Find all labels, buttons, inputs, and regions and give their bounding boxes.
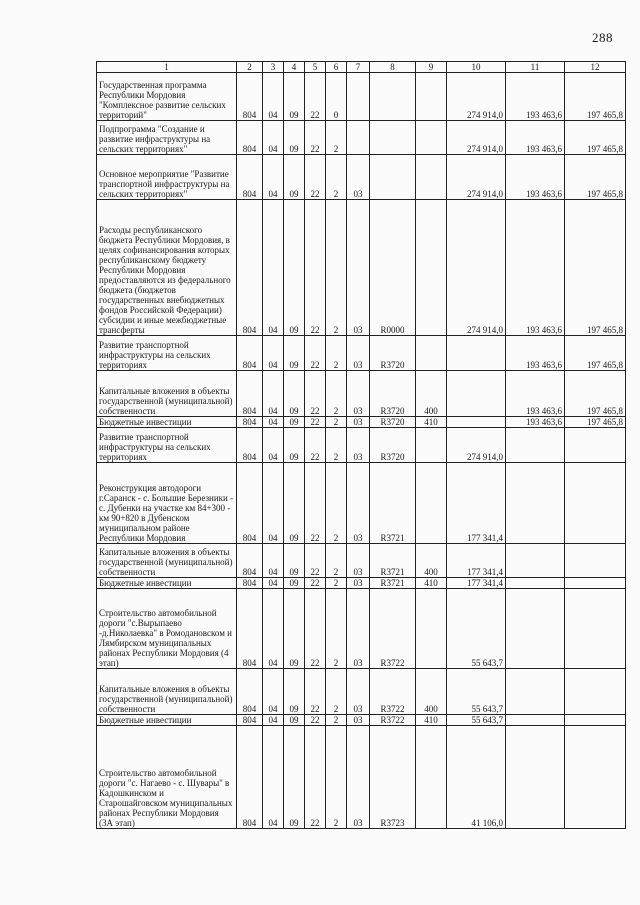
table-row bbox=[97, 200, 626, 336]
subprogram-code-cell: 2 bbox=[326, 544, 347, 578]
amount-year-3-cell: 197 465,8 bbox=[565, 73, 626, 121]
subprogram-code-cell: 2 bbox=[326, 589, 347, 669]
subprogram-code-cell: 2 bbox=[326, 371, 347, 417]
target-item-code-cell bbox=[370, 155, 416, 200]
subsection-code-cell: 09 bbox=[284, 715, 305, 726]
amount-year-3-cell: 197 465,8 bbox=[565, 417, 626, 428]
table-row bbox=[97, 417, 626, 428]
chapter-code-cell: 804 bbox=[237, 428, 263, 463]
amount-year-2-cell bbox=[506, 589, 565, 669]
row-name-cell: Развитие транспортной инфраструктуры на сельских территориях bbox=[97, 428, 237, 463]
subprogram-code-cell: 2 bbox=[326, 336, 347, 371]
subprogram-code-cell: 2 bbox=[326, 715, 347, 726]
column-header: 11 bbox=[506, 62, 565, 73]
chapter-code-cell: 804 bbox=[237, 371, 263, 417]
expense-type-code-cell bbox=[416, 336, 447, 371]
amount-year-2-cell bbox=[506, 428, 565, 463]
amount-year-1-cell: 274 914,0 bbox=[447, 121, 506, 155]
section-code-cell: 04 bbox=[263, 544, 284, 578]
amount-year-2-cell: 193 463,6 bbox=[506, 417, 565, 428]
amount-year-2-cell bbox=[506, 669, 565, 715]
expense-type-code-cell bbox=[416, 73, 447, 121]
amount-year-2-cell: 193 463,6 bbox=[506, 200, 565, 336]
amount-year-1-cell: 55 643,7 bbox=[447, 715, 506, 726]
column-header: 8 bbox=[370, 62, 416, 73]
program-code-cell: 22 bbox=[305, 121, 326, 155]
subprogram-code-cell: 2 bbox=[326, 417, 347, 428]
section-code-cell: 04 bbox=[263, 578, 284, 589]
subprogram-code-cell: 2 bbox=[326, 578, 347, 589]
chapter-code-cell: 804 bbox=[237, 73, 263, 121]
amount-year-3-cell bbox=[565, 463, 626, 544]
column-header: 6 bbox=[326, 62, 347, 73]
expense-type-code-cell: 410 bbox=[416, 417, 447, 428]
chapter-code-cell: 804 bbox=[237, 589, 263, 669]
column-header: 9 bbox=[416, 62, 447, 73]
subprogram-code-cell: 2 bbox=[326, 155, 347, 200]
expense-type-code-cell bbox=[416, 121, 447, 155]
program-code-cell: 22 bbox=[305, 544, 326, 578]
subprogram-code-cell: 0 bbox=[326, 73, 347, 121]
header-row bbox=[97, 62, 626, 73]
amount-year-3-cell: 197 465,8 bbox=[565, 336, 626, 371]
subsection-code-cell: 09 bbox=[284, 544, 305, 578]
table-row bbox=[97, 371, 626, 417]
section-code-cell: 04 bbox=[263, 417, 284, 428]
program-code-cell: 22 bbox=[305, 428, 326, 463]
amount-year-3-cell bbox=[565, 428, 626, 463]
section-code-cell: 04 bbox=[263, 589, 284, 669]
program-code-cell: 22 bbox=[305, 155, 326, 200]
expense-type-code-cell bbox=[416, 155, 447, 200]
section-code-cell: 04 bbox=[263, 155, 284, 200]
amount-year-3-cell: 197 465,8 bbox=[565, 371, 626, 417]
section-code-cell: 04 bbox=[263, 73, 284, 121]
amount-year-2-cell: 193 463,6 bbox=[506, 155, 565, 200]
table-row bbox=[97, 544, 626, 578]
program-code-cell: 22 bbox=[305, 200, 326, 336]
subprogram-code-cell: 2 bbox=[326, 121, 347, 155]
column-header: 2 bbox=[237, 62, 263, 73]
activity-code-cell bbox=[347, 73, 370, 121]
table-row bbox=[97, 155, 626, 200]
amount-year-1-cell: 177 341,4 bbox=[447, 463, 506, 544]
subsection-code-cell: 09 bbox=[284, 336, 305, 371]
column-header: 1 bbox=[97, 62, 237, 73]
activity-code-cell: 03 bbox=[347, 371, 370, 417]
activity-code-cell: 03 bbox=[347, 336, 370, 371]
amount-year-2-cell: 193 463,6 bbox=[506, 371, 565, 417]
amount-year-1-cell: 55 643,7 bbox=[447, 669, 506, 715]
table-row bbox=[97, 121, 626, 155]
program-code-cell: 22 bbox=[305, 371, 326, 417]
amount-year-1-cell: 41 106,0 bbox=[447, 726, 506, 829]
activity-code-cell: 03 bbox=[347, 726, 370, 829]
activity-code-cell: 03 bbox=[347, 544, 370, 578]
amount-year-1-cell: 177 341,4 bbox=[447, 544, 506, 578]
program-code-cell: 22 bbox=[305, 589, 326, 669]
target-item-code-cell: R3722 bbox=[370, 589, 416, 669]
subsection-code-cell: 09 bbox=[284, 200, 305, 336]
chapter-code-cell: 804 bbox=[237, 578, 263, 589]
subsection-code-cell: 09 bbox=[284, 121, 305, 155]
row-name-cell: Капитальные вложения в объекты государственной (муниципальной) собственности bbox=[97, 669, 237, 715]
subsection-code-cell: 09 bbox=[284, 589, 305, 669]
amount-year-3-cell: 197 465,8 bbox=[565, 155, 626, 200]
program-code-cell: 22 bbox=[305, 73, 326, 121]
program-code-cell: 22 bbox=[305, 336, 326, 371]
amount-year-1-cell: 274 914,0 bbox=[447, 428, 506, 463]
page-number: 288 bbox=[592, 30, 613, 45]
target-item-code-cell: R3723 bbox=[370, 726, 416, 829]
target-item-code-cell: R3720 bbox=[370, 428, 416, 463]
subsection-code-cell: 09 bbox=[284, 578, 305, 589]
activity-code-cell: 03 bbox=[347, 578, 370, 589]
activity-code-cell: 03 bbox=[347, 200, 370, 336]
subsection-code-cell: 09 bbox=[284, 463, 305, 544]
target-item-code-cell: R3722 bbox=[370, 715, 416, 726]
row-name-cell: Расходы республиканского бюджета Республики Мордовия, в целях софинансирования которых республиканскому бюджету Республики Мордовия предоставляются из федерального бюджета (бюджетов государственных внебюджетных фондов Российской Федерации) субсидии и иные межбюджетные трансферты bbox=[97, 200, 237, 336]
subsection-code-cell: 09 bbox=[284, 428, 305, 463]
amount-year-2-cell: 193 463,6 bbox=[506, 121, 565, 155]
activity-code-cell: 03 bbox=[347, 589, 370, 669]
table-row bbox=[97, 589, 626, 669]
amount-year-2-cell bbox=[506, 715, 565, 726]
chapter-code-cell: 804 bbox=[237, 200, 263, 336]
activity-code-cell bbox=[347, 121, 370, 155]
chapter-code-cell: 804 bbox=[237, 155, 263, 200]
subsection-code-cell: 09 bbox=[284, 371, 305, 417]
amount-year-3-cell: 197 465,8 bbox=[565, 200, 626, 336]
target-item-code-cell bbox=[370, 121, 416, 155]
chapter-code-cell: 804 bbox=[237, 121, 263, 155]
amount-year-1-cell: 274 914,0 bbox=[447, 155, 506, 200]
activity-code-cell: 03 bbox=[347, 715, 370, 726]
program-code-cell: 22 bbox=[305, 669, 326, 715]
budget-table bbox=[96, 61, 626, 829]
expense-type-code-cell: 400 bbox=[416, 669, 447, 715]
column-header: 10 bbox=[447, 62, 506, 73]
amount-year-2-cell bbox=[506, 726, 565, 829]
column-header: 12 bbox=[565, 62, 626, 73]
row-name-cell: Строительство автомобильной дороги "с.Вырыпаево -д.Николаевка" в Ромодановском и Лямбирском муниципальных районах Республики Мордовия (4 этап) bbox=[97, 589, 237, 669]
amount-year-1-cell: 274 914,0 bbox=[447, 73, 506, 121]
target-item-code-cell: R0000 bbox=[370, 200, 416, 336]
chapter-code-cell: 804 bbox=[237, 669, 263, 715]
chapter-code-cell: 804 bbox=[237, 463, 263, 544]
subprogram-code-cell: 2 bbox=[326, 428, 347, 463]
table-body bbox=[97, 73, 626, 829]
section-code-cell: 04 bbox=[263, 121, 284, 155]
amount-year-3-cell bbox=[565, 544, 626, 578]
subprogram-code-cell: 2 bbox=[326, 463, 347, 544]
table-row bbox=[97, 463, 626, 544]
program-code-cell: 22 bbox=[305, 726, 326, 829]
section-code-cell: 04 bbox=[263, 371, 284, 417]
expense-type-code-cell: 400 bbox=[416, 544, 447, 578]
table-row bbox=[97, 336, 626, 371]
expense-type-code-cell: 410 bbox=[416, 715, 447, 726]
subprogram-code-cell: 2 bbox=[326, 726, 347, 829]
amount-year-2-cell: 193 463,6 bbox=[506, 73, 565, 121]
row-name-cell: Капитальные вложения в объекты государственной (муниципальной) собственности bbox=[97, 371, 237, 417]
chapter-code-cell: 804 bbox=[237, 544, 263, 578]
column-header: 7 bbox=[347, 62, 370, 73]
expense-type-code-cell bbox=[416, 589, 447, 669]
expense-type-code-cell: 400 bbox=[416, 371, 447, 417]
subsection-code-cell: 09 bbox=[284, 155, 305, 200]
row-name-cell: Подпрограмма "Создание и развитие инфраструктуры на сельских территориях" bbox=[97, 121, 237, 155]
amount-year-3-cell bbox=[565, 715, 626, 726]
table-row bbox=[97, 428, 626, 463]
column-header: 5 bbox=[305, 62, 326, 73]
target-item-code-cell: R3721 bbox=[370, 578, 416, 589]
row-name-cell: Строительство автомобильной дороги "с. Нагаево - с. Шувары" в Кадошкинском и Старошайговском муниципальных районах Республики Мордовия (3А этап) bbox=[97, 726, 237, 829]
column-header: 4 bbox=[284, 62, 305, 73]
amount-year-3-cell bbox=[565, 578, 626, 589]
column-header: 3 bbox=[263, 62, 284, 73]
section-code-cell: 04 bbox=[263, 463, 284, 544]
table-row bbox=[97, 669, 626, 715]
expense-type-code-cell bbox=[416, 428, 447, 463]
activity-code-cell: 03 bbox=[347, 417, 370, 428]
amount-year-2-cell bbox=[506, 544, 565, 578]
subprogram-code-cell: 2 bbox=[326, 200, 347, 336]
row-name-cell: Основное мероприятие "Развитие транспортной инфраструктуры на сельских территориях" bbox=[97, 155, 237, 200]
program-code-cell: 22 bbox=[305, 417, 326, 428]
amount-year-3-cell: 197 465,8 bbox=[565, 121, 626, 155]
activity-code-cell: 03 bbox=[347, 669, 370, 715]
section-code-cell: 04 bbox=[263, 428, 284, 463]
table-row bbox=[97, 715, 626, 726]
row-name-cell: Реконструкция автодороги г.Саранск - с. Большие Березники - с. Дубенки на участке км 84+300 - км 90+820 в Дубенском муниципальном районе Республики Мордовия bbox=[97, 463, 237, 544]
section-code-cell: 04 bbox=[263, 336, 284, 371]
amount-year-2-cell bbox=[506, 463, 565, 544]
subsection-code-cell: 09 bbox=[284, 73, 305, 121]
amount-year-2-cell: 193 463,6 bbox=[506, 336, 565, 371]
row-name-cell: Капитальные вложения в объекты государственной (муниципальной) собственности bbox=[97, 544, 237, 578]
amount-year-1-cell: 55 643,7 bbox=[447, 589, 506, 669]
chapter-code-cell: 804 bbox=[237, 336, 263, 371]
amount-year-1-cell bbox=[447, 371, 506, 417]
table-row bbox=[97, 578, 626, 589]
row-name-cell: Бюджетные инвестиции bbox=[97, 417, 237, 428]
amount-year-1-cell bbox=[447, 417, 506, 428]
program-code-cell: 22 bbox=[305, 463, 326, 544]
amount-year-1-cell: 274 914,0 bbox=[447, 200, 506, 336]
amount-year-1-cell: 177 341,4 bbox=[447, 578, 506, 589]
target-item-code-cell: R3722 bbox=[370, 669, 416, 715]
chapter-code-cell: 804 bbox=[237, 726, 263, 829]
activity-code-cell: 03 bbox=[347, 428, 370, 463]
table-row bbox=[97, 73, 626, 121]
table-row bbox=[97, 726, 626, 829]
target-item-code-cell bbox=[370, 73, 416, 121]
row-name-cell: Бюджетные инвестиции bbox=[97, 715, 237, 726]
subprogram-code-cell: 2 bbox=[326, 669, 347, 715]
section-code-cell: 04 bbox=[263, 715, 284, 726]
row-name-cell: Развитие транспортной инфраструктуры на сельских территориях bbox=[97, 336, 237, 371]
activity-code-cell: 03 bbox=[347, 155, 370, 200]
row-name-cell: Бюджетные инвестиции bbox=[97, 578, 237, 589]
target-item-code-cell: R3720 bbox=[370, 417, 416, 428]
amount-year-2-cell bbox=[506, 578, 565, 589]
subsection-code-cell: 09 bbox=[284, 726, 305, 829]
expense-type-code-cell bbox=[416, 200, 447, 336]
program-code-cell: 22 bbox=[305, 578, 326, 589]
subsection-code-cell: 09 bbox=[284, 417, 305, 428]
chapter-code-cell: 804 bbox=[237, 715, 263, 726]
section-code-cell: 04 bbox=[263, 726, 284, 829]
table-header bbox=[97, 62, 626, 73]
activity-code-cell: 03 bbox=[347, 463, 370, 544]
amount-year-1-cell bbox=[447, 336, 506, 371]
expense-type-code-cell bbox=[416, 726, 447, 829]
section-code-cell: 04 bbox=[263, 200, 284, 336]
target-item-code-cell: R3720 bbox=[370, 336, 416, 371]
target-item-code-cell: R3721 bbox=[370, 544, 416, 578]
amount-year-3-cell bbox=[565, 589, 626, 669]
amount-year-3-cell bbox=[565, 726, 626, 829]
expense-type-code-cell bbox=[416, 463, 447, 544]
amount-year-3-cell bbox=[565, 669, 626, 715]
row-name-cell: Государственная программа Республики Мордовия "Комплексное развитие сельских территорий" bbox=[97, 73, 237, 121]
section-code-cell: 04 bbox=[263, 669, 284, 715]
target-item-code-cell: R3721 bbox=[370, 463, 416, 544]
chapter-code-cell: 804 bbox=[237, 417, 263, 428]
target-item-code-cell: R3720 bbox=[370, 371, 416, 417]
subsection-code-cell: 09 bbox=[284, 669, 305, 715]
expense-type-code-cell: 410 bbox=[416, 578, 447, 589]
program-code-cell: 22 bbox=[305, 715, 326, 726]
